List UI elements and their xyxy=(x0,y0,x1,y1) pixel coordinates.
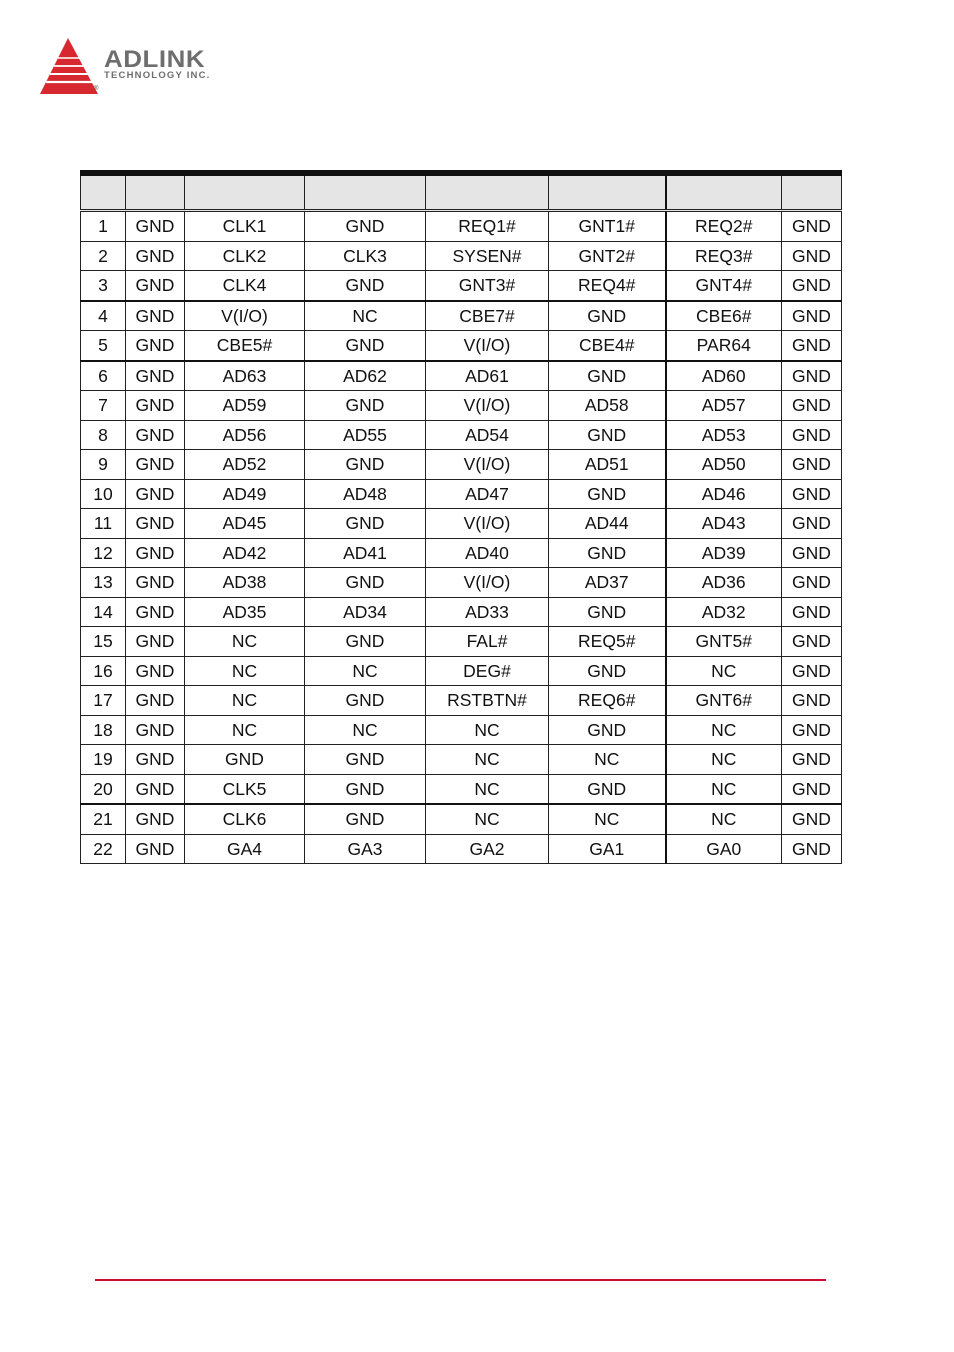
footer-rule xyxy=(95,1279,826,1281)
pin-signal-cell: DEG# xyxy=(426,656,549,686)
row-number-cell: 1 xyxy=(81,211,126,242)
table-row xyxy=(81,211,842,242)
row-number-cell: 20 xyxy=(81,774,126,804)
header-cell xyxy=(426,173,549,211)
pin-signal-cell: GND xyxy=(305,745,426,775)
table-body xyxy=(81,211,842,864)
pin-signal-cell: GND xyxy=(305,568,426,598)
pin-signal-cell: AD63 xyxy=(185,361,305,391)
pin-signal-cell: V(I/O) xyxy=(185,301,305,331)
table-row xyxy=(81,479,842,509)
pin-signal-cell: CLK1 xyxy=(185,211,305,242)
pin-signal-cell: CLK2 xyxy=(185,241,305,271)
table-row xyxy=(81,331,842,361)
pin-signal-cell: GND xyxy=(126,331,185,361)
pin-signal-cell: AD33 xyxy=(426,597,549,627)
pin-signal-cell: V(I/O) xyxy=(426,391,549,421)
pin-signal-cell: GND xyxy=(126,391,185,421)
pin-signal-cell: GND xyxy=(126,834,185,864)
row-number-cell: 3 xyxy=(81,271,126,301)
pin-signal-cell: NC xyxy=(426,774,549,804)
pin-signal-cell: GNT4# xyxy=(666,271,782,301)
pin-signal-cell: NC xyxy=(666,715,782,745)
pin-signal-cell: REQ3# xyxy=(666,241,782,271)
pin-signal-cell: PAR64 xyxy=(666,331,782,361)
row-number-cell: 17 xyxy=(81,686,126,716)
row-number-cell: 9 xyxy=(81,450,126,480)
pin-signal-cell: V(I/O) xyxy=(426,568,549,598)
logo-registered-mark: ® xyxy=(94,86,99,92)
row-number-cell: 14 xyxy=(81,597,126,627)
pin-signal-cell: NC xyxy=(305,715,426,745)
pin-signal-cell: GND xyxy=(126,271,185,301)
pin-signal-cell: FAL# xyxy=(426,627,549,657)
pin-signal-cell: GND xyxy=(782,597,842,627)
table-row xyxy=(81,656,842,686)
pin-signal-cell: GND xyxy=(782,211,842,242)
pin-signal-cell: CBE5# xyxy=(185,331,305,361)
table-row xyxy=(81,804,842,834)
table-row xyxy=(81,568,842,598)
pin-signal-cell: GND xyxy=(305,391,426,421)
pin-signal-cell: AD52 xyxy=(185,450,305,480)
row-number-cell: 12 xyxy=(81,538,126,568)
table-row xyxy=(81,420,842,450)
table-row xyxy=(81,361,842,391)
pin-signal-cell: GND xyxy=(305,686,426,716)
pin-signal-cell: GA4 xyxy=(185,834,305,864)
pin-signal-cell: NC xyxy=(185,627,305,657)
pin-signal-cell: NC xyxy=(666,656,782,686)
pin-signal-cell: GND xyxy=(305,804,426,834)
pin-signal-cell: CBE6# xyxy=(666,301,782,331)
pin-signal-cell: AD37 xyxy=(549,568,666,598)
pin-signal-cell: AD46 xyxy=(666,479,782,509)
pin-signal-cell: AD47 xyxy=(426,479,549,509)
pin-signal-cell: GND xyxy=(782,568,842,598)
pin-signal-cell: GND xyxy=(185,745,305,775)
pin-signal-cell: AD53 xyxy=(666,420,782,450)
pin-signal-cell: GND xyxy=(782,627,842,657)
pin-signal-cell: CBE7# xyxy=(426,301,549,331)
table-row xyxy=(81,450,842,480)
pin-signal-cell: NC xyxy=(426,745,549,775)
pin-signal-cell: REQ5# xyxy=(549,627,666,657)
table-row xyxy=(81,834,842,864)
pin-signal-cell: GND xyxy=(126,715,185,745)
pin-signal-cell: GA2 xyxy=(426,834,549,864)
pin-signal-cell: AD48 xyxy=(305,479,426,509)
pin-signal-cell: NC xyxy=(666,804,782,834)
pin-signal-cell: AD36 xyxy=(666,568,782,598)
pin-signal-cell: GND xyxy=(782,331,842,361)
table-row xyxy=(81,686,842,716)
table-row xyxy=(81,538,842,568)
row-number-cell: 15 xyxy=(81,627,126,657)
pin-signal-cell: GND xyxy=(782,745,842,775)
pin-signal-cell: AD35 xyxy=(185,597,305,627)
pin-signal-cell: AD39 xyxy=(666,538,782,568)
pin-signal-cell: GND xyxy=(126,538,185,568)
adlink-logo xyxy=(38,36,238,100)
pin-signal-cell: GND xyxy=(782,271,842,301)
pin-signal-cell: NC xyxy=(305,656,426,686)
row-number-cell: 22 xyxy=(81,834,126,864)
pin-signal-cell: GND xyxy=(549,361,666,391)
table-row xyxy=(81,271,842,301)
pin-signal-cell: GNT3# xyxy=(426,271,549,301)
table-row xyxy=(81,241,842,271)
pin-signal-cell: GND xyxy=(126,479,185,509)
pin-signal-cell: AD57 xyxy=(666,391,782,421)
pin-signal-cell: AD40 xyxy=(426,538,549,568)
pin-signal-cell: GND xyxy=(782,656,842,686)
row-number-cell: 21 xyxy=(81,804,126,834)
table-row xyxy=(81,745,842,775)
table-row xyxy=(81,627,842,657)
pin-signal-cell: NC xyxy=(185,686,305,716)
pin-signal-cell: NC xyxy=(426,804,549,834)
row-number-cell: 6 xyxy=(81,361,126,391)
row-number-cell: 5 xyxy=(81,331,126,361)
pin-signal-cell: GND xyxy=(305,211,426,242)
pin-signal-cell: GND xyxy=(549,656,666,686)
table-row xyxy=(81,715,842,745)
header-cell xyxy=(549,173,666,211)
pin-signal-cell: GND xyxy=(126,686,185,716)
pin-signal-cell: GND xyxy=(305,774,426,804)
pin-signal-cell: GND xyxy=(126,745,185,775)
pin-signal-cell: GA3 xyxy=(305,834,426,864)
pin-signal-cell: CLK3 xyxy=(305,241,426,271)
pin-signal-cell: AD61 xyxy=(426,361,549,391)
row-number-cell: 4 xyxy=(81,301,126,331)
pin-signal-cell: GND xyxy=(549,774,666,804)
pin-signal-cell: GA1 xyxy=(549,834,666,864)
pin-signal-cell: CLK5 xyxy=(185,774,305,804)
pin-signal-cell: AD56 xyxy=(185,420,305,450)
pin-signal-cell: GND xyxy=(549,715,666,745)
header-cell xyxy=(126,173,185,211)
pin-signal-cell: GND xyxy=(782,391,842,421)
pin-signal-cell: GNT6# xyxy=(666,686,782,716)
pin-assignment-table xyxy=(80,170,842,864)
table-header xyxy=(81,173,842,211)
pin-signal-cell: GND xyxy=(126,568,185,598)
row-number-cell: 19 xyxy=(81,745,126,775)
header-cell xyxy=(305,173,426,211)
pin-signal-cell: GND xyxy=(126,597,185,627)
pin-signal-cell: AD60 xyxy=(666,361,782,391)
pin-signal-cell: AD44 xyxy=(549,509,666,539)
pin-signal-cell: AD59 xyxy=(185,391,305,421)
header-cell xyxy=(782,173,842,211)
row-number-cell: 18 xyxy=(81,715,126,745)
table-row xyxy=(81,597,842,627)
pin-signal-cell: GNT5# xyxy=(666,627,782,657)
logo-subtitle: TECHNOLOGY INC. xyxy=(104,70,211,81)
pin-signal-cell: GND xyxy=(782,479,842,509)
pin-signal-cell: GND xyxy=(126,420,185,450)
pin-signal-cell: CLK4 xyxy=(185,271,305,301)
row-number-cell: 11 xyxy=(81,509,126,539)
pin-signal-cell: CLK6 xyxy=(185,804,305,834)
pin-signal-cell: REQ4# xyxy=(549,271,666,301)
pin-signal-cell: NC xyxy=(549,745,666,775)
pin-signal-cell: GND xyxy=(549,301,666,331)
pin-signal-cell: GND xyxy=(782,301,842,331)
pin-signal-cell: NC xyxy=(305,301,426,331)
pin-signal-cell: AD43 xyxy=(666,509,782,539)
pin-signal-cell: GND xyxy=(782,686,842,716)
pin-signal-cell: GND xyxy=(782,509,842,539)
pin-signal-cell: GND xyxy=(126,774,185,804)
pin-signal-cell: GND xyxy=(305,271,426,301)
pin-signal-cell: SYSEN# xyxy=(426,241,549,271)
pin-signal-cell: GND xyxy=(549,597,666,627)
pin-signal-cell: NC xyxy=(185,656,305,686)
pin-signal-cell: AD38 xyxy=(185,568,305,598)
pin-signal-cell: NC xyxy=(549,804,666,834)
pin-signal-cell: GND xyxy=(782,804,842,834)
pin-signal-cell: RSTBTN# xyxy=(426,686,549,716)
pin-signal-cell: GND xyxy=(782,538,842,568)
pin-signal-cell: GND xyxy=(126,656,185,686)
pin-signal-cell: REQ6# xyxy=(549,686,666,716)
pin-signal-cell: NC xyxy=(426,715,549,745)
table-row xyxy=(81,301,842,331)
pin-signal-cell: GNT1# xyxy=(549,211,666,242)
pin-signal-cell: GND xyxy=(782,241,842,271)
pin-signal-cell: AD49 xyxy=(185,479,305,509)
pin-signal-cell: GND xyxy=(126,450,185,480)
pin-signal-cell: GND xyxy=(126,509,185,539)
pin-signal-cell: AD54 xyxy=(426,420,549,450)
pin-signal-cell: REQ1# xyxy=(426,211,549,242)
pin-signal-cell: AD51 xyxy=(549,450,666,480)
pin-signal-cell: GND xyxy=(782,420,842,450)
pin-signal-cell: GND xyxy=(782,834,842,864)
pin-signal-cell: GND xyxy=(126,211,185,242)
pin-signal-cell: GND xyxy=(305,450,426,480)
pin-signal-cell: GND xyxy=(782,450,842,480)
header-row xyxy=(81,173,842,211)
pin-signal-cell: GND xyxy=(305,627,426,657)
pin-signal-cell: NC xyxy=(666,774,782,804)
pin-signal-cell: GND xyxy=(549,538,666,568)
table-row xyxy=(81,509,842,539)
pin-signal-cell: V(I/O) xyxy=(426,450,549,480)
pin-signal-cell: GND xyxy=(126,627,185,657)
pin-signal-cell: AD41 xyxy=(305,538,426,568)
logo-wordmark: ADLINK xyxy=(104,46,206,73)
header-cell xyxy=(666,173,782,211)
pin-signal-cell: AD45 xyxy=(185,509,305,539)
pin-signal-cell: GND xyxy=(782,774,842,804)
pin-signal-cell: NC xyxy=(185,715,305,745)
pin-signal-cell: CBE4# xyxy=(549,331,666,361)
pin-signal-cell: AD34 xyxy=(305,597,426,627)
adlink-triangle-icon xyxy=(38,36,102,98)
table-row xyxy=(81,774,842,804)
header-cell xyxy=(81,173,126,211)
row-number-cell: 10 xyxy=(81,479,126,509)
pin-signal-cell: GND xyxy=(549,420,666,450)
pin-signal-cell: AD55 xyxy=(305,420,426,450)
pin-signal-cell: GND xyxy=(782,715,842,745)
pin-signal-cell: GND xyxy=(126,804,185,834)
pin-signal-cell: GND xyxy=(305,509,426,539)
pin-signal-cell: V(I/O) xyxy=(426,509,549,539)
pin-signal-cell: GNT2# xyxy=(549,241,666,271)
pin-signal-cell: NC xyxy=(666,745,782,775)
table-row xyxy=(81,391,842,421)
pin-signal-cell: GND xyxy=(549,479,666,509)
pin-signal-cell: AD42 xyxy=(185,538,305,568)
row-number-cell: 13 xyxy=(81,568,126,598)
pin-signal-cell: GA0 xyxy=(666,834,782,864)
row-number-cell: 16 xyxy=(81,656,126,686)
pin-signal-cell: GND xyxy=(782,361,842,391)
row-number-cell: 7 xyxy=(81,391,126,421)
pin-signal-cell: GND xyxy=(126,301,185,331)
row-number-cell: 2 xyxy=(81,241,126,271)
pin-signal-cell: REQ2# xyxy=(666,211,782,242)
pin-signal-cell: AD58 xyxy=(549,391,666,421)
pin-signal-cell: AD50 xyxy=(666,450,782,480)
pin-signal-cell: GND xyxy=(305,331,426,361)
pin-signal-cell: AD62 xyxy=(305,361,426,391)
pin-signal-cell: V(I/O) xyxy=(426,331,549,361)
pin-signal-cell: GND xyxy=(126,361,185,391)
pin-signal-cell: AD32 xyxy=(666,597,782,627)
pin-signal-cell: GND xyxy=(126,241,185,271)
row-number-cell: 8 xyxy=(81,420,126,450)
header-cell xyxy=(185,173,305,211)
